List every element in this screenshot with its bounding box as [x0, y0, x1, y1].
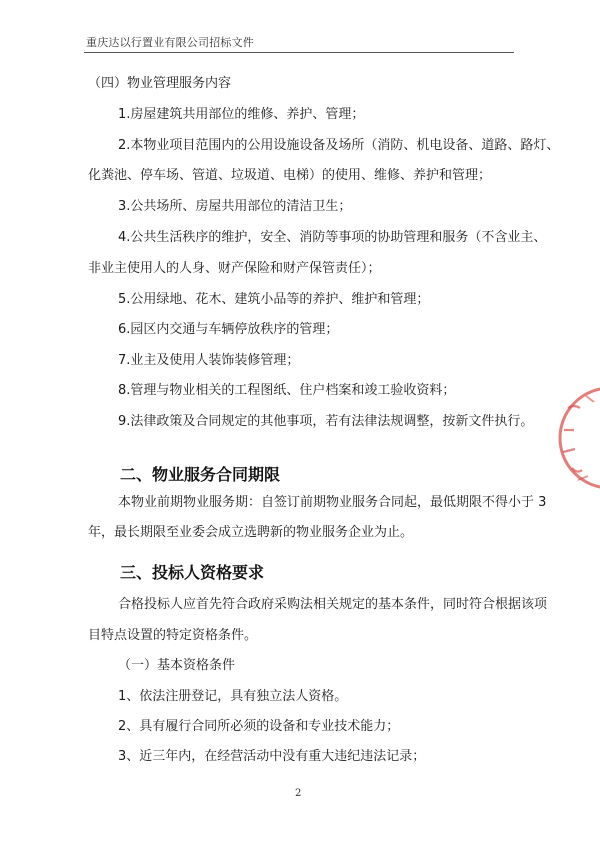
section4-subtitle: （四）物业管理服务内容: [88, 76, 232, 91]
section3-item-3: 3、近三年内，在经营活动中没有重大违纪违法记录；: [118, 749, 426, 764]
section4-item-2-cont: 化粪池、停车场、管道、垃圾道、电梯）的使用、维修、养护和管理；: [88, 168, 492, 183]
section4-item-5: 5.公用绿地、花木、建筑小品等的养护、维护和管理；: [118, 292, 430, 307]
section4-item-1: 1.房屋建筑共用部位的维修、养护、管理；: [118, 107, 365, 122]
header-divider: [84, 52, 514, 53]
section3-item-1: 1、依法注册登记，具有独立法人资格。: [118, 689, 348, 704]
section2-line-2: 年，最长期限至业委会成立选聘新的物业服务企业为止。: [88, 525, 414, 540]
section4-item-2: 2.本物业项目范围内的公用设施设备及场所（消防、机电设备、道路、路灯、: [118, 138, 560, 153]
section2-heading: 二、物业服务合同期限: [120, 465, 281, 484]
section2-line-1: 本物业前期物业服务期：自签订前期物业服务合同起，最低期限不得小于 3: [118, 495, 547, 510]
section4-item-7: 7.业主及使用人装饰装修管理；: [118, 353, 300, 368]
section3-line-1: 合格投标人应首先符合政府采购法相关规定的基本条件，同时符合根据该项: [118, 597, 548, 612]
section4-item-9: 9.法律政策及合同规定的其他事项，若有法律法规调整，按新文件执行。: [118, 414, 534, 429]
section4-item-4-cont: 非业主使用人的人身、财产保险和财产保管责任）；: [88, 261, 381, 276]
section4-item-8: 8.管理与物业相关的工程图纸、住户档案和竣工验收资料；: [118, 383, 456, 398]
company-seal-stamp: [548, 368, 600, 508]
document-header: 重庆达以行置业有限公司招标文件: [86, 36, 254, 49]
section3-heading: 三、投标人资格要求: [120, 563, 265, 582]
section3-line-2: 目特点设置的特定资格条件。: [88, 628, 258, 643]
section4-item-3: 3.公共场所、房屋共用部位的清洁卫生；: [118, 199, 352, 214]
section3-item-2: 2、具有履行合同所必须的设备和专业技术能力；: [118, 719, 400, 734]
section4-item-4: 4.公共生活秩序的维护，安全、消防等事项的协助管理和服务（不含业主、: [118, 230, 547, 245]
section3-subtitle: （一）基本资格条件: [118, 658, 236, 673]
section4-item-6: 6.园区内交通与车辆停放秩序的管理；: [118, 322, 339, 337]
page-number: 2: [295, 788, 302, 799]
